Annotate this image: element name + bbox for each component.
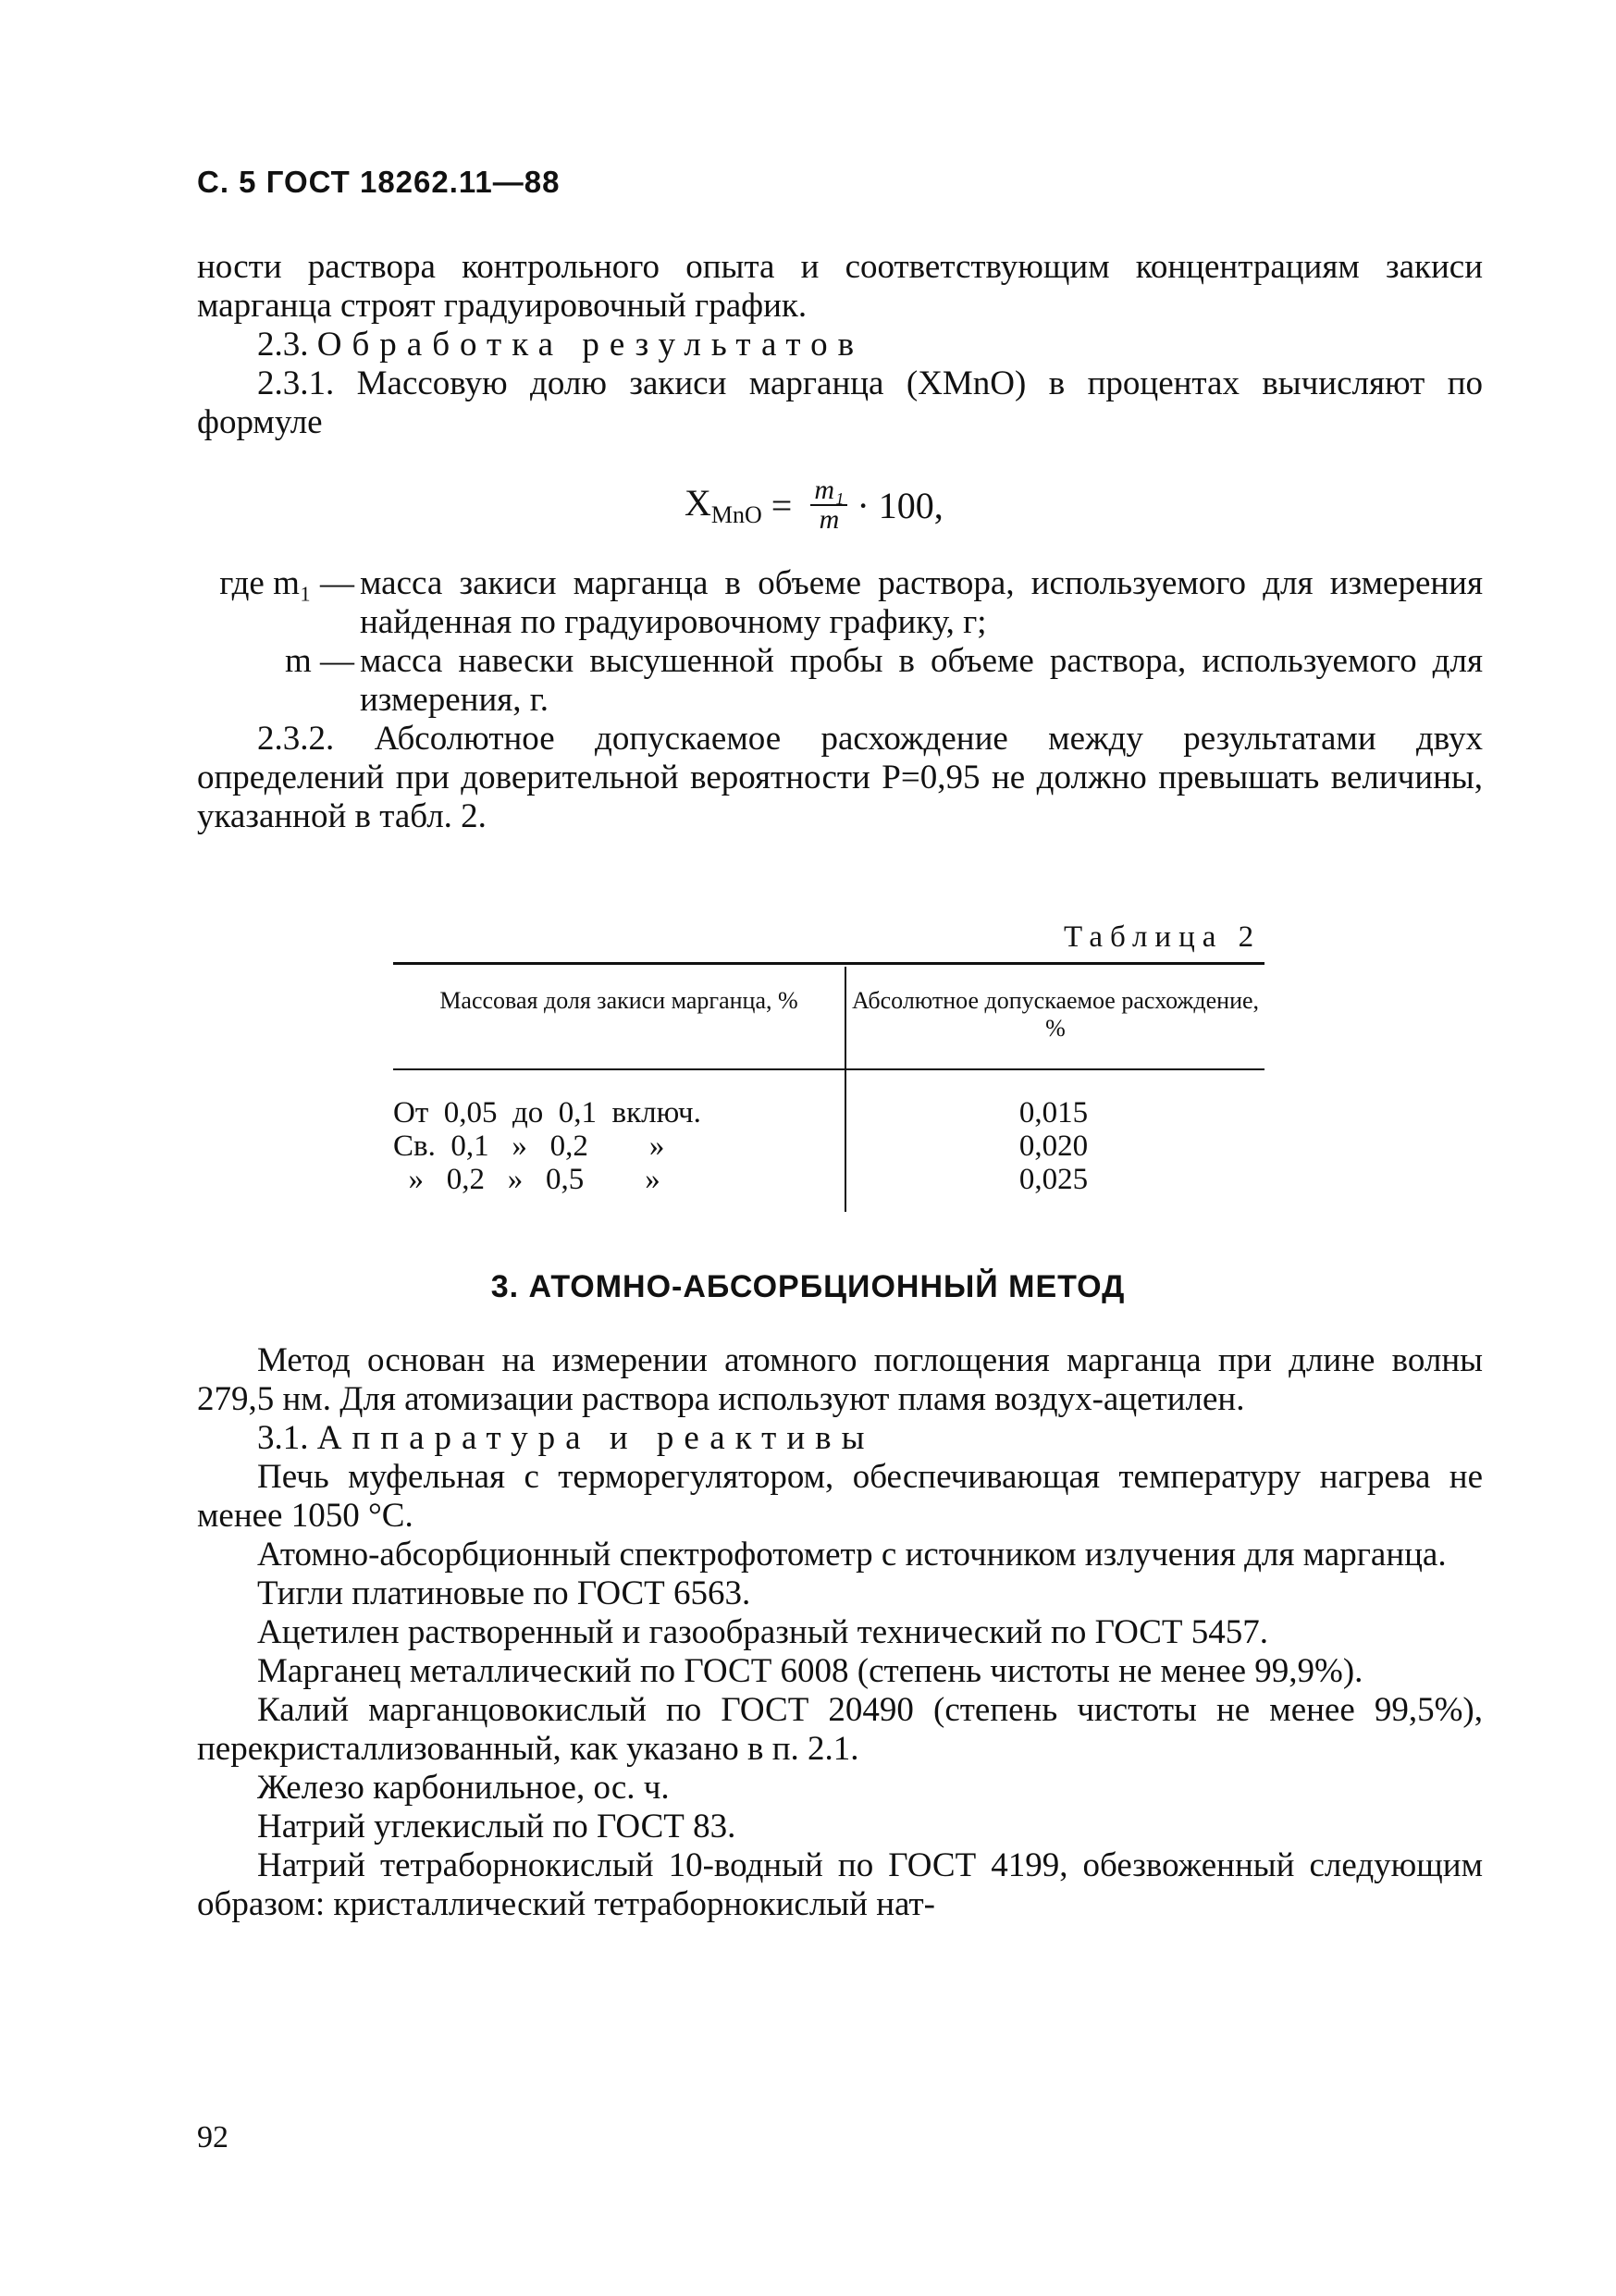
text-block-bottom bbox=[197, 1341, 1483, 1924]
table-row bbox=[393, 1163, 1264, 1196]
definition-label: где m₁ — bbox=[219, 564, 354, 602]
list-item: Железо карбонильное, ос. ч. bbox=[257, 1769, 670, 1807]
section-3-1-number: 3.1. bbox=[257, 1419, 309, 1457]
table-cell-value: 0,015 bbox=[1018, 1096, 1089, 1129]
section-2-3-heading bbox=[197, 326, 1483, 364]
table-body bbox=[393, 1096, 1264, 1196]
section-2-3-title: Обработка результатов bbox=[316, 326, 865, 364]
table-header-rule bbox=[393, 1068, 1264, 1070]
formula-rhs: · 100, bbox=[857, 484, 944, 526]
table-caption: Таблица 2 bbox=[1064, 920, 1262, 954]
table-top-rule bbox=[393, 962, 1264, 965]
list-item: Натрий тетраборнокислый 10-водный по ГОСТ 4199, обезвоженный следующим образом: кристаллический тетраборнокислый нат- bbox=[197, 1846, 1483, 1923]
paragraph-2-3-2: 2.3.2. Абсолютное допускаемое расхождение между результатами двух определений при доверительной вероятности P=0,95 не должно превышать величины, указанной в табл. 2. bbox=[197, 720, 1483, 835]
definition-text: масса закиси марганца в объеме раствора, используемого для измерения найденная по градуировочному графику, г; bbox=[360, 564, 1483, 641]
intro-paragraph: ности раствора контрольного опыта и соответствующим концентрациям закиси марганца строят градуировочный график. bbox=[197, 248, 1483, 325]
formula-numerator: m₁ bbox=[810, 476, 847, 506]
list-item: Печь муфельная с терморегулятором, обеспечивающая температуру нагрева не менее 1050 °С. bbox=[197, 1458, 1483, 1535]
table-cell-range: Св. 0,1 » 0,2 » bbox=[393, 1129, 665, 1163]
paragraph-2-3-1: 2.3.1. Массовую долю закиси марганца (XMnO) в процентах вычисляют по формуле bbox=[197, 364, 1483, 441]
list-item: Марганец металлический по ГОСТ 6008 (степень чистоты не менее 99,9%). bbox=[257, 1652, 1363, 1690]
table-header-discrepancy: Абсолютное допускаемое расхождение, % bbox=[851, 987, 1260, 1042]
list-item: Тигли платиновые по ГОСТ 6563. bbox=[257, 1574, 751, 1612]
list-item: Атомно-абсорбционный спектрофотометр с источником излучения для марганца. bbox=[257, 1536, 1447, 1574]
section-3-1-title: Аппаратура и реактивы bbox=[316, 1419, 875, 1457]
table-row bbox=[393, 1129, 1264, 1163]
list-item: Натрий углекислый по ГОСТ 83. bbox=[257, 1808, 736, 1845]
table-cell-range: » 0,2 » 0,5 » bbox=[393, 1163, 660, 1196]
table-cell-range: От 0,05 до 0,1 включ. bbox=[393, 1096, 701, 1129]
table-row bbox=[393, 1096, 1264, 1129]
section-3-1-heading bbox=[197, 1419, 1483, 1458]
table-header-mass-fraction: Массовая доля закиси марганца, % bbox=[439, 987, 798, 1014]
definition-row bbox=[197, 642, 1483, 720]
table-cell-value: 0,025 bbox=[1018, 1163, 1089, 1196]
formula bbox=[685, 476, 944, 534]
section-2-3-number: 2.3. bbox=[257, 326, 309, 364]
formula-definitions bbox=[197, 564, 1483, 836]
list-item: Калий марганцовокислый по ГОСТ 20490 (степень чистоты не менее 99,5%), перекристаллизованный, как указано в п. 2.1. bbox=[197, 1691, 1483, 1768]
definition-label: m — bbox=[284, 642, 354, 680]
page-number: 92 bbox=[197, 2120, 228, 2154]
formula-equals: = bbox=[771, 484, 793, 526]
method-paragraph: Метод основан на измерении атомного поглощения марганца при длине волны 279,5 нм. Для атомизации раствора используют пламя воздух-ацетилен. bbox=[197, 1341, 1483, 1418]
formula-lhs-subscript: MnO bbox=[710, 501, 762, 528]
formula-fraction bbox=[810, 476, 847, 534]
table-cell-value: 0,020 bbox=[1018, 1129, 1089, 1163]
text-block-top bbox=[197, 248, 1483, 442]
formula-denominator: m bbox=[819, 504, 840, 535]
definition-row bbox=[197, 564, 1483, 642]
formula-lhs: $X_{MnO}$ bbox=[685, 482, 762, 528]
definition-text: масса навески высушенной пробы в объеме раствора, используемого для измерения, г. bbox=[360, 642, 1483, 719]
list-item: Ацетилен растворенный и газообразный технический по ГОСТ 5457. bbox=[257, 1613, 1269, 1651]
page-header: С. 5 ГОСТ 18262.11—88 bbox=[197, 165, 561, 199]
section-3-title: 3. АТОМНО-АБСОРБЦИОННЫЙ МЕТОД bbox=[490, 1269, 1126, 1304]
